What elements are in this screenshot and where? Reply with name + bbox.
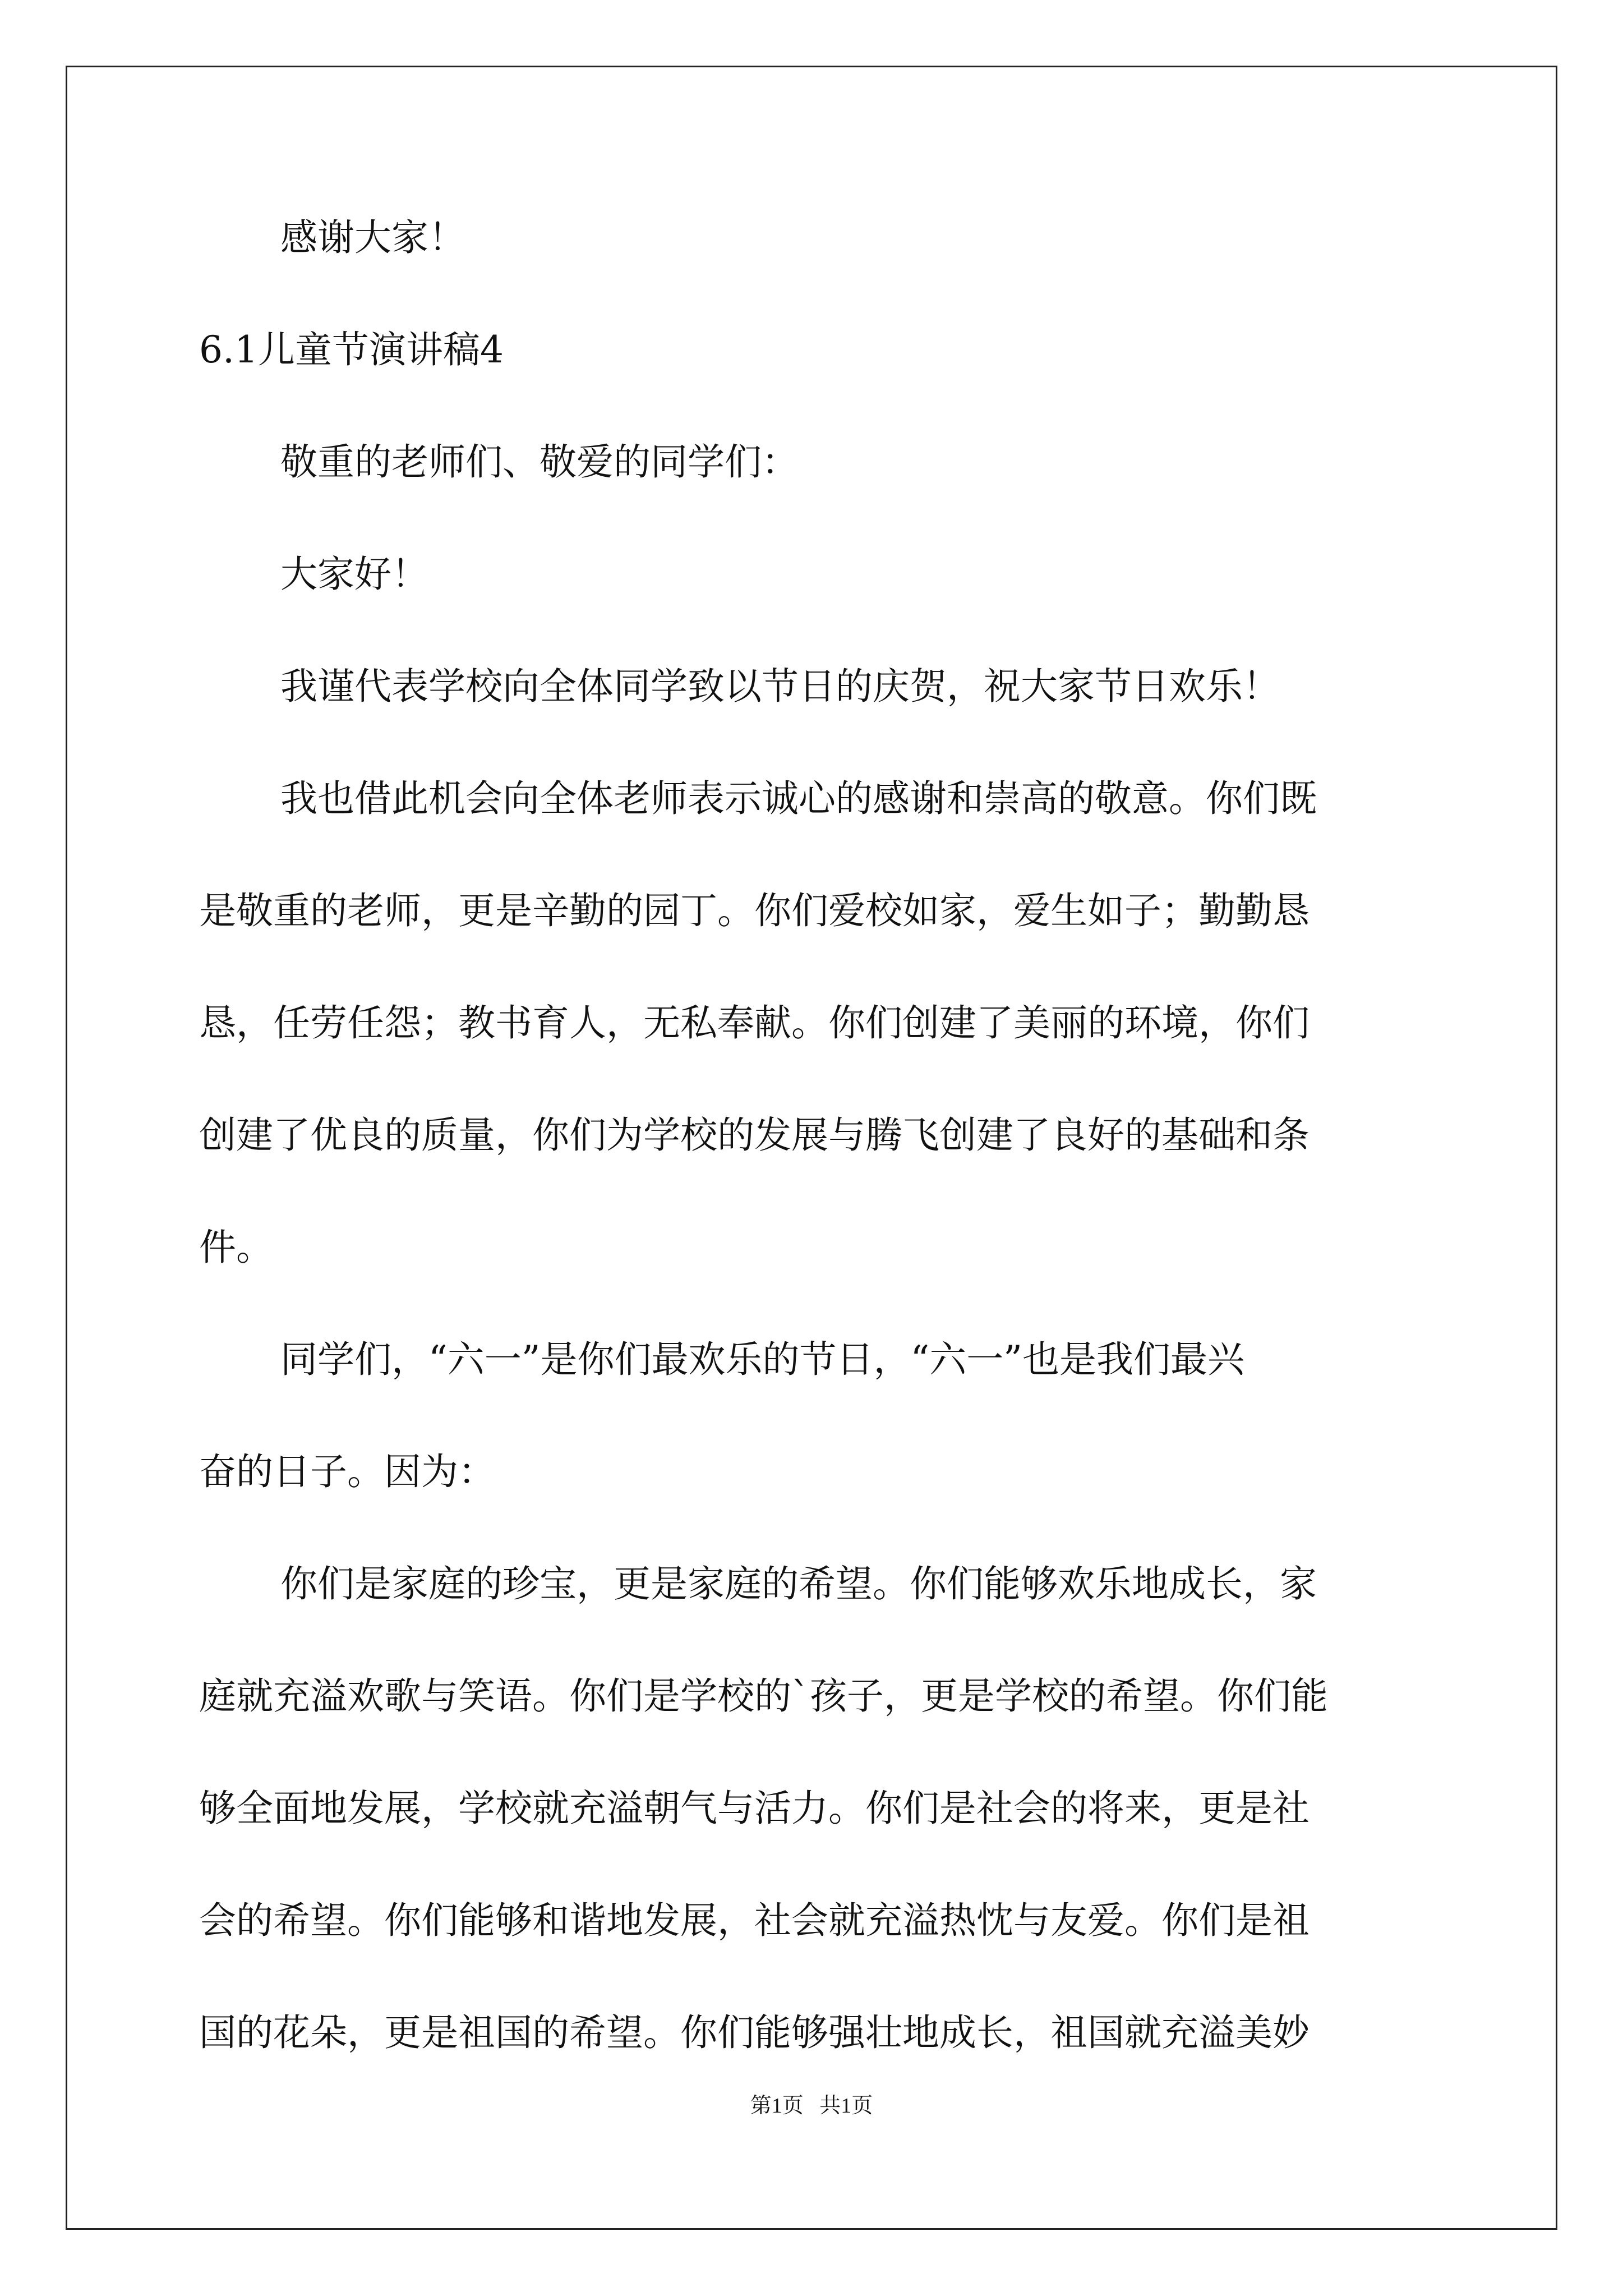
closing-line: 感谢大家！ bbox=[280, 216, 465, 259]
salutation: 敬重的老师们、敬爱的同学们： bbox=[280, 440, 799, 484]
page-footer: 第1页 共1页 bbox=[750, 2094, 873, 2118]
paragraph-line: 恳，任劳任怨；教书育人，无私奉献。你们创建了美丽的环境，你们 bbox=[199, 1001, 1310, 1045]
greeting: 大家好！ bbox=[280, 553, 428, 596]
paragraph-line: 你们是家庭的珍宝，更是家庭的希望。你们能够欢乐地成长，家 bbox=[280, 1562, 1317, 1605]
paragraph-line: 庭就充溢欢歌与笑语。你们是学校的`孩子，更是学校的希望。你们能 bbox=[199, 1674, 1328, 1718]
paragraph-line: 我谨代表学校向全体同学致以节日的庆贺，祝大家节日欢乐！ bbox=[280, 665, 1280, 708]
paragraph-line: 件。 bbox=[199, 1226, 273, 1269]
paragraph-line: 创建了优良的质量，你们为学校的发展与腾飞创建了良好的基础和条 bbox=[199, 1114, 1310, 1157]
paragraph-line: 奋的日子。因为： bbox=[199, 1450, 495, 1493]
section-heading: 6.1儿童节演讲稿4 bbox=[199, 328, 504, 371]
paragraph-line: 国的花朵，更是祖国的希望。你们能够强壮地成长，祖国就充溢美妙 bbox=[199, 2011, 1310, 2054]
paragraph-line: 够全面地发展，学校就充溢朝气与活力。你们是社会的将来，更是社 bbox=[199, 1787, 1310, 1830]
paragraph-line: 会的希望。你们能够和谐地发展，社会就充溢热忱与友爱。你们是祖 bbox=[199, 1899, 1310, 1942]
paragraph-line: 是敬重的老师，更是辛勤的园丁。你们爱校如家，爱生如子；勤勤恳 bbox=[199, 889, 1310, 932]
paragraph-line: 同学们，“六一”是你们最欢乐的节日，“六一”也是我们最兴 bbox=[280, 1338, 1244, 1381]
paragraph-line: 我也借此机会向全体老师表示诚心的感谢和崇高的敬意。你们既 bbox=[280, 777, 1317, 820]
